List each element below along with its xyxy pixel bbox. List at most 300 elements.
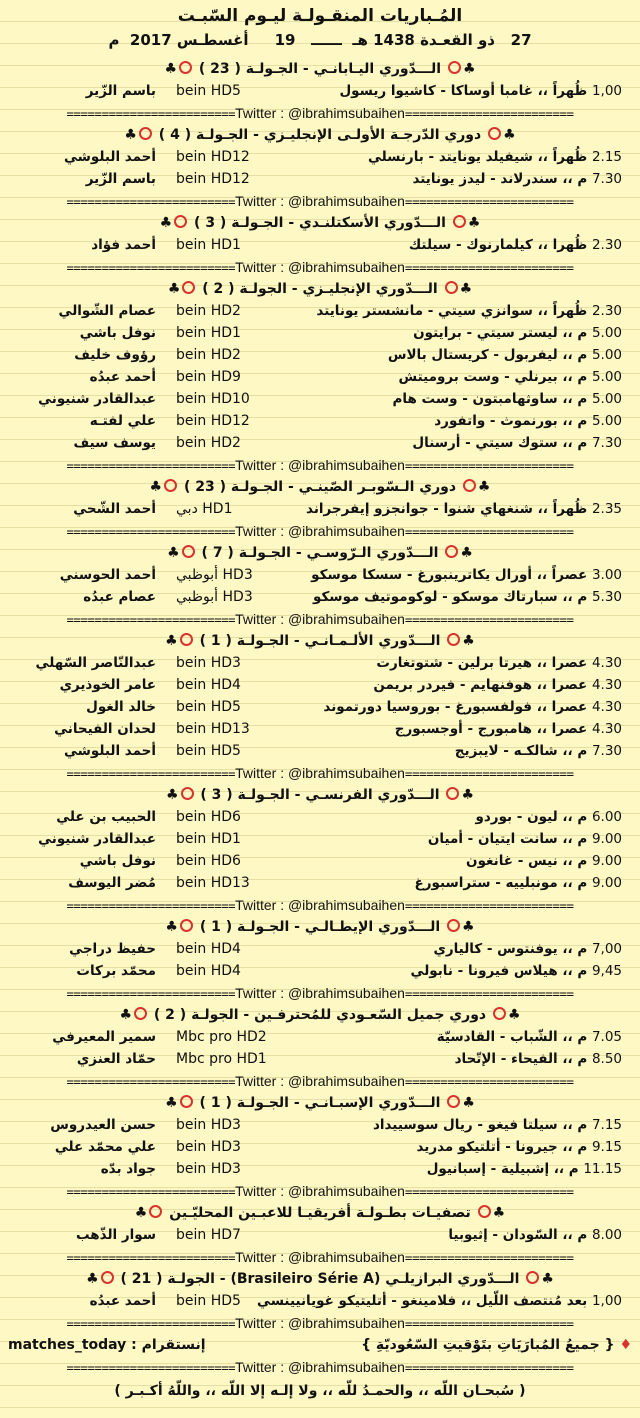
red-circle-icon	[447, 919, 460, 932]
separator-line: ========================Twitter : @ibrahimsubaihen========================	[66, 259, 574, 275]
match-info	[448, 1224, 622, 1246]
schedule-list	[0, 58, 640, 1334]
match-row	[0, 1136, 640, 1158]
tv-channel: bein HD12	[176, 171, 250, 187]
match-info	[455, 740, 622, 762]
match-time: 7.05	[591, 1029, 622, 1045]
tv-channel: bein HD4	[176, 941, 241, 957]
match-teams: م ،، السّودان - إثيوبيا	[448, 1227, 588, 1243]
match-time: 4.30	[591, 721, 622, 737]
league-title	[0, 1202, 640, 1224]
tv-channel: bein HD5	[176, 83, 241, 99]
match-row	[0, 1158, 640, 1180]
club-suit-icon: ♣	[477, 479, 491, 495]
club-suit-icon: ♣	[503, 127, 516, 143]
league-title	[0, 1268, 640, 1290]
match-info	[411, 960, 622, 982]
match-info	[376, 652, 622, 674]
tv-channel: bein HD5	[176, 1293, 241, 1309]
league-title-text: تصفيـات بطـولـة أفريقيـا للاعبـين المحليّـين	[169, 1205, 471, 1221]
match-time: 5.00	[591, 391, 622, 407]
match-time: 7.30	[591, 435, 622, 451]
commentator: لحدان الفيحاني	[54, 721, 156, 737]
league-title-text: دوري الـسّوبـر الصّينـي - الجـولـة ( 23 )	[183, 479, 457, 495]
club-suit-icon: ♣	[164, 61, 178, 77]
diamond-icon: ♦	[619, 1337, 632, 1353]
red-circle-icon	[182, 281, 195, 294]
separator-line: ========================Twitter : @ibrahimsubaihen========================	[66, 457, 574, 473]
twitter-handle: Twitter : @ibrahimsubaihen	[235, 765, 405, 781]
commentator: أحمد الشّحي	[73, 501, 156, 517]
red-circle-icon	[446, 787, 459, 800]
commentator: يوسف سيف	[73, 435, 156, 451]
match-teams: م ،، ليستر سيتي - برايتون	[413, 325, 588, 341]
league-title	[0, 278, 640, 300]
match-row	[0, 850, 640, 872]
club-suit-icon: ♣	[159, 215, 173, 231]
league-title	[0, 1004, 640, 1026]
match-time: 2.35	[591, 501, 622, 517]
match-info	[368, 146, 622, 168]
match-row	[0, 300, 640, 322]
red-circle-icon	[149, 1205, 162, 1218]
league-title-text: دوري الدّرجـة الأولـى الإنجليـزي - الجـولـة ( 4 )	[158, 127, 482, 143]
match-info	[311, 564, 622, 586]
red-circle-icon	[180, 919, 193, 932]
tv-channel: bein HD3	[176, 655, 241, 671]
club-suit-icon: ♣	[165, 919, 178, 935]
match-row	[0, 586, 640, 608]
red-circle-icon	[447, 633, 460, 646]
tv-channel: أبوظبي HD3	[176, 567, 253, 583]
match-time: 9.00	[591, 831, 622, 847]
match-time: 9.00	[591, 853, 622, 869]
match-time: 1,00	[591, 1293, 622, 1309]
commentator: أحمد فؤاد	[91, 237, 156, 253]
red-circle-icon	[526, 1271, 539, 1284]
commentator: أحمد الحوسني	[59, 567, 156, 583]
match-time: 5.30	[591, 589, 622, 605]
separator-line: ========================Twitter : @ibrahimsubaihen========================	[66, 1249, 574, 1265]
match-row	[0, 1048, 640, 1070]
red-circle-icon	[445, 545, 458, 558]
commentator: عامر الخوذيري	[59, 677, 156, 693]
red-circle-icon	[182, 545, 195, 558]
club-suit-icon: ♣	[492, 1205, 506, 1221]
match-time: 5.00	[591, 347, 622, 363]
tv-channel: bein HD5	[176, 699, 241, 715]
match-teams: م ،، ساوثهامبتون - وست هام	[392, 391, 588, 407]
league-title-text: الـــدّوري الإسبـانـي - الجـولـة ( 1 )	[199, 1095, 441, 1111]
commentator: سمير المعيرفي	[52, 1029, 156, 1045]
commentator: نوفل باشي	[79, 853, 156, 869]
match-time: 7,00	[591, 941, 622, 957]
match-teams: عصراً ،، أورال يكاترينبورغ - سسكا موسكو	[311, 567, 588, 583]
match-row	[0, 234, 640, 256]
club-suit-icon: ♣	[461, 787, 475, 803]
twitter-handle: Twitter : @ibrahimsubaihen	[235, 1249, 405, 1265]
league-title	[0, 916, 640, 938]
red-circle-icon	[447, 1095, 460, 1108]
club-suit-icon: ♣	[86, 1271, 99, 1287]
match-info	[373, 674, 622, 696]
match-info	[398, 366, 622, 388]
match-row	[0, 872, 640, 894]
match-row	[0, 1290, 640, 1312]
match-row	[0, 80, 640, 102]
tv-channel: bein HD2	[176, 303, 241, 319]
match-teams: م ،، هيلاس فيرونا - نابولي	[410, 963, 588, 979]
match-teams: ظُهراً ،، سوانزي سيتي - مانشستر يونايتد	[316, 303, 588, 319]
tv-channel: دبي HD1	[176, 501, 233, 517]
match-row	[0, 938, 640, 960]
tv-channel: bein HD6	[176, 809, 241, 825]
match-row	[0, 146, 640, 168]
match-info	[395, 718, 622, 740]
match-row	[0, 432, 640, 454]
club-suit-icon: ♣	[459, 281, 473, 297]
match-teams: ظُهراً ،، غامبا أوساكا - كاشيوا ريسول	[339, 83, 588, 99]
club-suit-icon: ♣	[165, 633, 178, 649]
red-circle-icon	[134, 1007, 147, 1020]
match-time: 2.30	[591, 303, 622, 319]
club-suit-icon: ♣	[462, 919, 475, 935]
match-teams: م ،، إشبيلية - إسبانيول	[426, 1161, 579, 1177]
match-info	[434, 410, 622, 432]
match-teams: م ،، يوفنتوس - كالياري	[433, 941, 588, 957]
red-circle-icon	[448, 61, 461, 74]
page-date: 27 ذو القعـدة 1438 هـ ــــــ 19 أغسطـس 2017 م	[108, 31, 532, 49]
tv-channel: bein HD5	[176, 743, 241, 759]
club-suit-icon: ♣	[149, 479, 163, 495]
match-row	[0, 828, 640, 850]
club-suit-icon: ♣	[467, 215, 481, 231]
match-row	[0, 696, 640, 718]
red-circle-icon	[488, 127, 501, 140]
match-info	[413, 322, 622, 344]
tv-channel: bein HD6	[176, 853, 241, 869]
separator-line: ========================Twitter : @ibrahimsubaihen========================	[66, 1183, 574, 1199]
match-time: 8.50	[591, 1051, 622, 1067]
commentator: عبدالقادر شنيوني	[38, 391, 156, 407]
match-teams: ظُهراً ،، شيفيلد يونايتد - بارنسلي	[367, 149, 588, 165]
commentator: باسم الزّير	[85, 171, 156, 187]
match-row	[0, 564, 640, 586]
club-suit-icon: ♣	[167, 545, 180, 561]
match-teams: عصرا ،، هيرتا برلين - شتوتغارت	[376, 655, 588, 671]
club-suit-icon: ♣	[165, 787, 179, 803]
twitter-handle: Twitter : @ibrahimsubaihen	[235, 259, 405, 275]
club-suit-icon: ♣	[124, 127, 137, 143]
match-info	[466, 850, 622, 872]
match-teams: ظُهرا ،، كيلمارنوك - سيلتك	[408, 237, 588, 253]
match-teams: عصرا ،، هوفنهايم - فيردر بريمن	[373, 677, 588, 693]
match-time: 9.00	[591, 875, 622, 891]
tv-channel: bein HD2	[176, 347, 241, 363]
commentator: أحمد البلوشي	[63, 743, 156, 759]
commentator: عبدالنّاصر السّهلي	[35, 655, 156, 671]
tv-channel: bein HD4	[176, 963, 241, 979]
red-circle-icon	[180, 1095, 193, 1108]
club-suit-icon: ♣	[460, 545, 473, 561]
tv-channel: Mbc pro HD2	[176, 1029, 267, 1045]
footer-info-row	[0, 1334, 640, 1356]
red-circle-icon	[453, 215, 466, 228]
red-circle-icon	[179, 61, 192, 74]
league-title	[0, 212, 640, 234]
commentator: نوفل باشي	[79, 325, 156, 341]
league-title-text: الـــدّوري الـرّوسـي - الجـولـة ( 7 )	[201, 545, 439, 561]
commentator: محمّد بركات	[76, 963, 156, 979]
commentator: عبدالقادر شنيوني	[38, 831, 156, 847]
match-info	[437, 1026, 622, 1048]
match-teams: م ،، شالكـه - لايبزيج	[454, 743, 588, 759]
match-time: 2.15	[591, 149, 622, 165]
league-title	[0, 476, 640, 498]
match-teams: م ،، مونبلييه - ستراسبورغ	[414, 875, 588, 891]
match-teams: م ،، ليفربول - كريستال بالاس	[387, 347, 588, 363]
match-info	[316, 300, 622, 322]
tv-channel: Mbc pro HD1	[176, 1051, 267, 1067]
separator-line: ========================Twitter : @ibrahimsubaihen========================	[66, 105, 574, 121]
separator-line: ========================Twitter : @ibrahimsubaihen========================	[66, 1315, 574, 1331]
match-info	[306, 498, 622, 520]
match-row	[0, 740, 640, 762]
league-title-text: الـــدّوري الإنجليـزي - الجولـة ( 2 )	[202, 281, 438, 297]
match-info	[339, 80, 622, 102]
match-teams: م ،، الشّباب - القادسيّة	[436, 1029, 588, 1045]
commentator: أحمد البلوشي	[63, 149, 156, 165]
match-info	[416, 1136, 622, 1158]
match-teams: م ،، ليون - بوردو	[475, 809, 588, 825]
match-time: 7.30	[591, 171, 622, 187]
match-row	[0, 674, 640, 696]
match-info	[393, 388, 622, 410]
twitter-handle: Twitter : @ibrahimsubaihen	[235, 105, 405, 121]
separator-line: ========================Twitter : @ibrahimsubaihen========================	[66, 765, 574, 781]
match-teams: م ،، بورنموث - واتفورد	[434, 413, 588, 429]
league-title	[0, 1092, 640, 1114]
separator-line: ========================Twitter : @ibrahimsubaihen========================	[66, 1359, 574, 1375]
separator-line: ========================Twitter : @ibrahimsubaihen========================	[66, 611, 574, 627]
twitter-handle: Twitter : @ibrahimsubaihen	[235, 985, 405, 1001]
match-teams: عصرا ،، هامبورج - أوجسبورج	[394, 721, 588, 737]
match-row	[0, 1026, 640, 1048]
tv-channel: bein HD12	[176, 149, 250, 165]
match-info	[409, 234, 622, 256]
league-title-text: الـــدّوري الإيطـالـي - الجـولـة ( 1 )	[199, 919, 441, 935]
match-time: 11.15	[583, 1161, 622, 1177]
match-row	[0, 960, 640, 982]
match-info	[323, 696, 622, 718]
page-header	[0, 0, 640, 58]
commentator: رؤوف خليف	[74, 347, 156, 363]
match-info	[373, 1114, 622, 1136]
match-time: 2.30	[591, 237, 622, 253]
commentator: خالد الغول	[86, 699, 156, 715]
commentator: الحبيب بن علي	[56, 809, 156, 825]
match-time: 6.00	[591, 809, 622, 825]
match-info	[412, 432, 622, 454]
commentator: حسن العيدروس	[50, 1117, 156, 1133]
match-row	[0, 388, 640, 410]
match-row	[0, 344, 640, 366]
red-circle-icon	[493, 1007, 506, 1020]
match-info	[415, 872, 623, 894]
twitter-handle: Twitter : @ibrahimsubaihen	[235, 1073, 405, 1089]
match-row	[0, 652, 640, 674]
match-teams: م ،، الفيحاء - الإتّحاد	[454, 1051, 588, 1067]
timezone-note	[361, 1334, 632, 1356]
match-time: 5.00	[591, 325, 622, 341]
match-time: 7.30	[591, 743, 622, 759]
red-circle-icon	[478, 1205, 491, 1218]
match-time: 3.00	[591, 567, 622, 583]
commentator: سوار الذّهب	[76, 1227, 156, 1243]
league-title-text: الـــدّوري الأسكتلنـدي - الجـولـة ( 3 )	[194, 215, 446, 231]
separator-line: ========================Twitter : @ibrahimsubaihen========================	[66, 1073, 574, 1089]
league-title	[0, 542, 640, 564]
tv-channel: bein HD13	[176, 875, 250, 891]
match-info	[413, 168, 623, 190]
twitter-handle: Twitter : @ibrahimsubaihen	[235, 193, 405, 209]
tv-channel: bein HD1	[176, 237, 241, 253]
twitter-handle: Twitter : @ibrahimsubaihen	[235, 1183, 405, 1199]
match-teams: م ،، بيرنلي - وست بروميتش	[398, 369, 588, 385]
tv-channel: أبوظبي HD3	[176, 589, 253, 605]
separator-line: ========================Twitter : @ibrahimsubaihen========================	[66, 985, 574, 1001]
match-time: 1,00	[591, 83, 622, 99]
match-info	[455, 1048, 622, 1070]
timezone-note-text: { جميعُ المُبارَيَاتِ بتَوْقيتِ السّعُوديّةِ }	[361, 1337, 615, 1353]
match-row	[0, 168, 640, 190]
twitter-handle: Twitter : @ibrahimsubaihen	[235, 523, 405, 539]
match-row	[0, 498, 640, 520]
commentator: مُضر اليوسف	[68, 875, 156, 891]
tv-channel: bein HD3	[176, 1117, 241, 1133]
match-time: 5.00	[591, 413, 622, 429]
closing-phrase: ( سُبحـان اللّه ،، والحمـدُ للّه ،، ولا إلـه إلا اللّه ،، واللّهُ أكـبـر )	[114, 1383, 526, 1399]
commentator: علي لفتـه	[89, 413, 156, 429]
club-suit-icon: ♣	[119, 1007, 133, 1023]
match-info	[427, 1158, 622, 1180]
match-time: 4.30	[591, 699, 622, 715]
match-info	[313, 586, 622, 608]
match-info	[428, 828, 622, 850]
match-teams: م ،، ستوك سيتي - أرسنال	[412, 435, 588, 451]
twitter-handle: Twitter : @ibrahimsubaihen	[235, 611, 405, 627]
match-info	[388, 344, 622, 366]
match-teams: م ،، سندرلاند - ليدز يونايتد	[412, 171, 588, 187]
tv-channel: bein HD12	[176, 413, 250, 429]
club-suit-icon: ♣	[167, 281, 181, 297]
match-row	[0, 1114, 640, 1136]
league-title-text: الـــدّوري الألـمـانـي - الجـولـة ( 1 )	[199, 633, 441, 649]
club-suit-icon: ♣	[134, 1205, 148, 1221]
league-title-text: الـــدّوري اليـابانـي - الجـولـة ( 23 )	[198, 61, 442, 77]
league-title-text: الـــدّوري الفرنسـي - الجـولـة ( 3 )	[200, 787, 440, 803]
match-teams: م ،، نيس - غانغون	[466, 853, 588, 869]
league-title-text: دوري جميل السّعـودي للمُحترفـين - الجولـة ( 2 )	[153, 1007, 487, 1023]
match-row	[0, 806, 640, 828]
match-info	[433, 938, 622, 960]
tv-channel: bein HD3	[176, 1161, 241, 1177]
match-teams: م ،، سانت ايتيان - أميان	[427, 831, 588, 847]
match-row	[0, 366, 640, 388]
tv-channel: bein HD10	[176, 391, 250, 407]
match-teams: م ،، سبارتاك موسكو - لوكوموتيف موسكو	[312, 589, 588, 605]
match-time: 8.00	[591, 1227, 622, 1243]
match-teams: عصرا ،، فولفسبورغ - بوروسيا دورتموند	[323, 699, 588, 715]
tv-channel: bein HD1	[176, 325, 241, 341]
commentator: أحمد عبدُه	[89, 1293, 156, 1309]
match-time: 4.30	[591, 677, 622, 693]
separator-line: ========================Twitter : @ibrahimsubaihen========================	[66, 897, 574, 913]
commentator: عصام عبدُه	[83, 589, 156, 605]
match-teams: م ،، سيلتا فيغو - ريال سوسييداد	[372, 1117, 588, 1133]
league-title	[0, 124, 640, 146]
red-circle-icon	[180, 633, 193, 646]
page-title: المُـباريات المنقـولـة ليـوم السّبـت	[177, 6, 463, 26]
club-suit-icon: ♣	[462, 633, 475, 649]
match-time: 9.15	[591, 1139, 622, 1155]
commentator: علي محمّد علي	[54, 1139, 156, 1155]
separator-line: ========================Twitter : @ibrahimsubaihen========================	[66, 523, 574, 539]
commentator: باسم الزّير	[85, 83, 156, 99]
match-time: 9,45	[591, 963, 622, 979]
match-teams: ظُهراً ،، شنغهاي شنوا - جوانجزو إيفرجراند	[306, 501, 588, 517]
commentator: أحمد عبدُه	[89, 369, 156, 385]
tv-channel: bein HD7	[176, 1227, 241, 1243]
club-suit-icon: ♣	[462, 61, 476, 77]
twitter-handle: Twitter : @ibrahimsubaihen	[235, 1315, 405, 1331]
match-time: 5.00	[591, 369, 622, 385]
red-circle-icon	[174, 215, 187, 228]
league-title-text: الـــدّوري البرازيلـي (Brasileiro Série A) - الجولـة ( 21 )	[120, 1271, 520, 1287]
match-teams: م ،، جيرونا - أتلتيكو مدريد	[416, 1139, 588, 1155]
match-row	[0, 322, 640, 344]
commentator: عصام الشّوالي	[58, 303, 156, 319]
club-suit-icon: ♣	[462, 1095, 475, 1111]
match-info	[475, 806, 622, 828]
red-circle-icon	[463, 479, 476, 492]
league-title	[0, 630, 640, 652]
twitter-handle: Twitter : @ibrahimsubaihen	[235, 457, 405, 473]
tv-channel: bein HD9	[176, 369, 241, 385]
league-title	[0, 784, 640, 806]
match-time: 4.30	[591, 655, 622, 671]
red-circle-icon	[164, 479, 177, 492]
club-suit-icon: ♣	[541, 1271, 554, 1287]
twitter-handle: Twitter : @ibrahimsubaihen	[235, 897, 405, 913]
match-teams: بعد مُنتصف اللّيل ،، فلامينغو - أتليتيكو غويانيينسي	[257, 1293, 588, 1309]
match-time: 7.15	[591, 1117, 622, 1133]
tv-channel: bein HD1	[176, 831, 241, 847]
match-row	[0, 410, 640, 432]
instagram-handle: matches_today : إنستقرام	[8, 1337, 206, 1353]
twitter-handle: Twitter : @ibrahimsubaihen	[235, 1359, 405, 1375]
tv-channel: bein HD4	[176, 677, 241, 693]
red-circle-icon	[139, 127, 152, 140]
match-row	[0, 1224, 640, 1246]
red-circle-icon	[445, 281, 458, 294]
commentator: حفيظ دراجي	[69, 941, 156, 957]
tv-channel: bein HD2	[176, 435, 241, 451]
commentator: حمّاد العنزي	[76, 1051, 156, 1067]
commentator: جواد بدّه	[100, 1161, 156, 1177]
match-info	[257, 1290, 622, 1312]
tv-channel: bein HD3	[176, 1139, 241, 1155]
